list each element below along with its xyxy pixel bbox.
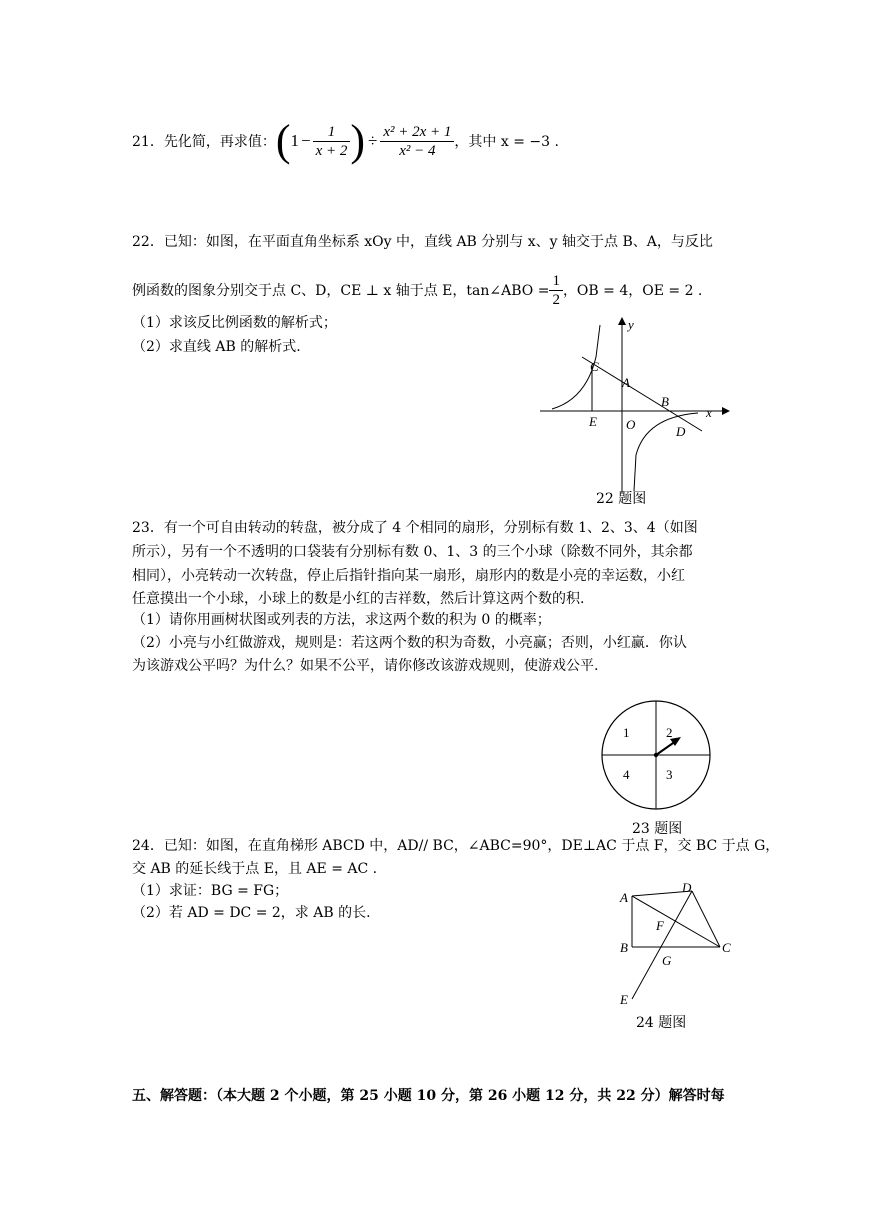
q21-one: 1: [290, 131, 299, 150]
q21-suffix: ，其中 x = −3 .: [454, 134, 559, 150]
q22-part2: （2）求直线 AB 的解析式.: [132, 339, 301, 355]
q24-label-a: A: [620, 890, 628, 905]
q23-sector-3: 3: [666, 767, 673, 782]
q22-label-o: O: [626, 417, 636, 432]
q22-label-a: A: [622, 375, 630, 390]
q24-label-b: B: [620, 940, 628, 955]
q23-spinner: [598, 697, 714, 813]
q22-part1: （1）求该反比例函数的解析式；: [132, 315, 337, 331]
q22-label-d: D: [676, 424, 686, 439]
q21-frac1-num: 1: [313, 123, 351, 142]
q22-figure: [530, 315, 730, 495]
q24-label-g: G: [662, 953, 672, 968]
q23-part1: （1）请你用画树状图或列表的方法，求这两个数的积为 0 的概率；: [132, 612, 551, 628]
q24-caption: 24 题图: [636, 1015, 687, 1031]
q23-part2a: （2）小亮与小红做游戏，规则是：若这两个数的积为奇数，小亮赢；否则，小红赢．你认: [132, 635, 687, 651]
q23-line3: 相同），小亮转动一次转盘，停止后指针指向某一扇形，扇形内的数是小亮的幸运数，小红: [132, 568, 685, 584]
q23-sector-2: 2: [666, 725, 673, 740]
q22-line2: [132, 268, 702, 312]
q21-prefix: 21．先化简，再求值：: [132, 134, 276, 150]
q24-line1: 24．已知：如图，在直角梯形 ABCD 中，AD// BC，∠ABC=90°，DE⊥AC 于点 F，交 BC 于点 G，: [132, 838, 780, 854]
q23-line2: 所示），另有一个不透明的口袋装有分别标有数 0、1、3 的三个小球（除数不同外，其余都: [132, 544, 693, 560]
q24-label-e: E: [620, 992, 628, 1007]
q24-label-d: D: [682, 880, 692, 895]
q23-sector-4: 4: [623, 767, 630, 782]
q24-part2: （2）若 AD = DC = 2，求 AB 的长.: [132, 905, 371, 921]
q22-label-e: E: [589, 414, 597, 429]
q22-line2b: ，OB = 4，OE = 2 .: [562, 283, 703, 299]
q24-part1: （1）求证：BG = FG；: [132, 883, 289, 899]
section5-heading: 五、解答题：（本大题 2 个小题，第 25 小题 10 分，第 26 小题 12 分，共 22 分）解答时每: [132, 1088, 725, 1104]
q22-caption: 22 题图: [596, 491, 647, 507]
q21-frac2: [380, 123, 454, 160]
q24-label-f: F: [656, 918, 664, 933]
q22-frac-den: 2: [552, 291, 560, 308]
q22-label-c: C: [590, 359, 599, 374]
q21-minus: −: [300, 131, 311, 150]
q21-div: ÷: [368, 131, 378, 150]
q23-part2b: 为该游戏公平吗？为什么？如果不公平，请你修改该游戏规则，使游戏公平.: [132, 658, 599, 674]
q23-line4: 任意摸出一个小球，小球上的数是小红的吉祥数，然后计算这两个数的积.: [132, 591, 585, 607]
q21-frac1: [313, 123, 351, 160]
q21-frac2-num: x² + 2x + 1: [380, 123, 454, 142]
q21: 21．先化简，再求值： ( 1 − $\frac{1}{x + 2}$ ) ÷ $\frac{\text{x² + 2x + 1}}{\text{x² − 4}}$ ，其中 x = −3 .: [132, 116, 559, 165]
q22-line2a: 例函数的图象分别交于点 C、D，CE ⊥ x 轴于点 E，tan∠ABO =: [132, 283, 550, 299]
q24-figure: [610, 876, 740, 1012]
q21-frac2-den: x² − 4: [399, 142, 436, 159]
q23-line1: 23．有一个可自由转动的转盘，被分成了 4 个相同的扇形，分别标有数 1、2、3、4（如图: [132, 520, 698, 536]
q21-frac1-den: x + 2: [315, 142, 348, 159]
q22-label-b: B: [661, 394, 669, 409]
q22-label-x: x: [706, 405, 712, 420]
q22-frac-num: 1: [549, 272, 563, 291]
q22-frac: [549, 272, 563, 309]
q24-line2: 交 AB 的延长线于点 E，且 AE = AC .: [132, 861, 378, 877]
q23-caption: 23 题图: [632, 821, 683, 837]
q24-label-c: C: [722, 940, 731, 955]
q22-label-y: y: [628, 317, 634, 332]
q22-line1: 22．已知：如图，在平面直角坐标系 xOy 中，直线 AB 分别与 x、y 轴交于点 B、A，与反比: [132, 234, 713, 250]
q23-sector-1: 1: [623, 725, 630, 740]
